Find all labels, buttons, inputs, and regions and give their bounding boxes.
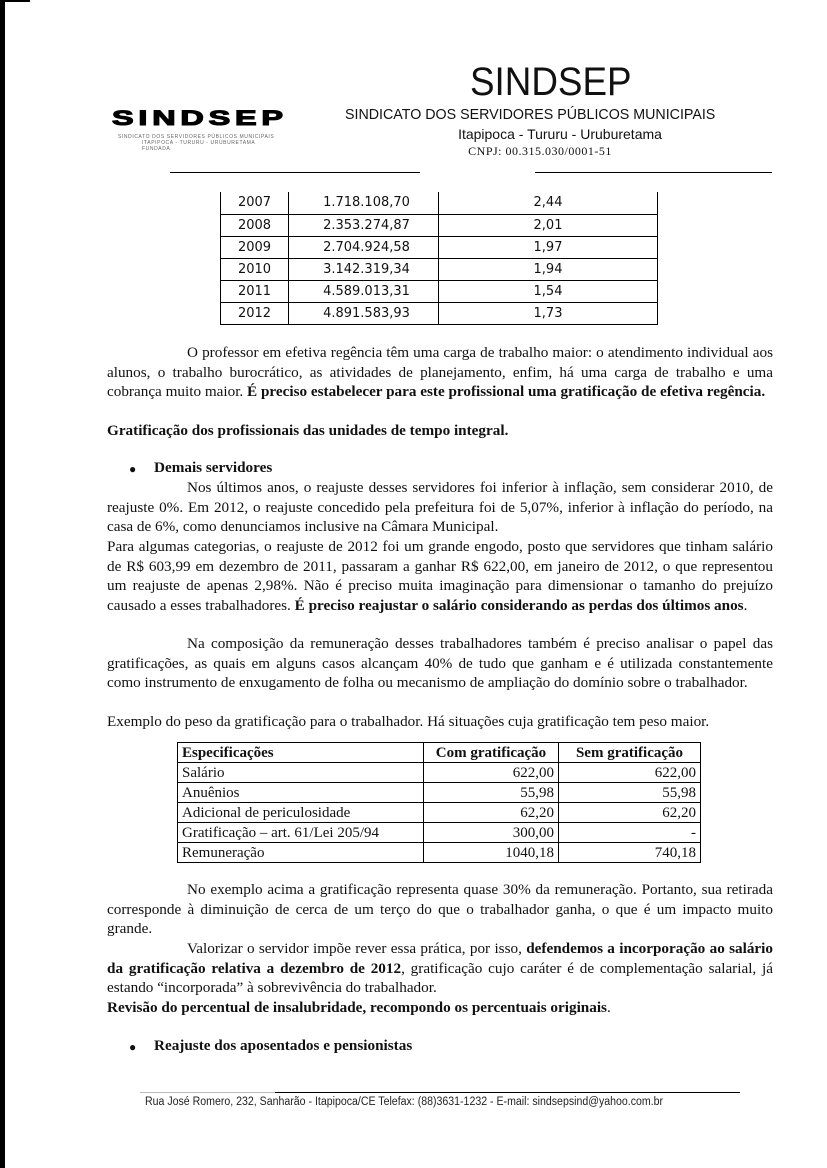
sem-cell: 62,20 xyxy=(559,803,701,823)
table-row xyxy=(221,214,658,236)
value-cell: 2.353.274,87 xyxy=(289,214,439,236)
paragraph-valorizar xyxy=(107,939,773,998)
letterhead-title: SINDSEP xyxy=(470,60,632,104)
letterhead-subtitle: SINDICATO DOS SERVIDORES PÚBLICOS MUNICIPAIS xyxy=(345,106,716,123)
year-cell: 2007 xyxy=(221,192,289,214)
scan-edge-artifact xyxy=(0,0,5,1168)
ratio-cell: 1,73 xyxy=(439,302,658,324)
logo-line-1: SINDICATO DOS SERVIDORES PÚBLICOS MUNICIPAIS xyxy=(118,134,275,140)
table-row xyxy=(221,192,658,214)
spec-cell: Anuênios xyxy=(178,783,424,803)
footer-address: Rua José Romero, 232, Sanharão - Itapipoca/CE Telefax: (88)3631-1232 - E-mail: sindsepsind@yahoo.com.br xyxy=(145,1096,664,1108)
logo-wordmark: SINDSEP xyxy=(112,105,288,130)
bullet-icon: ● xyxy=(129,462,137,476)
sem-cell: 622,00 xyxy=(559,763,701,783)
paragraph-end: . xyxy=(743,596,748,614)
paragraph-emphasis: defendemos a incorporação ao salário da gratificação relativa a dezembro de 2012 xyxy=(107,940,773,977)
value-cell: 2.704.924,58 xyxy=(289,236,439,258)
sindsep-logo xyxy=(112,105,288,152)
year-cell: 2010 xyxy=(221,258,289,280)
value-cell: 1.718.108,70 xyxy=(289,192,439,214)
ratio-cell: 2,44 xyxy=(439,192,658,214)
column-header: Com gratificação xyxy=(424,743,559,763)
logo-line-2: ITAPIPOCA - TURURU - URUBURETAMA xyxy=(142,140,256,146)
paragraph-text: Valorizar o servidor impõe rever essa prática, por isso, xyxy=(187,940,527,957)
bullet-icon: ● xyxy=(129,1040,137,1054)
letterhead-cities: Itapipoca - Tururu - Uruburetama xyxy=(458,126,662,142)
year-cell: 2012 xyxy=(221,302,289,324)
sem-cell: 740,18 xyxy=(559,843,701,863)
ratio-cell: 1,54 xyxy=(439,280,658,302)
paragraph-emphasis: Revisão do percentual de insalubridade, recompondo os percentuais originais xyxy=(107,999,607,1016)
footer-divider xyxy=(275,1092,740,1093)
paragraph-reajuste xyxy=(107,478,773,537)
value-cell: 4.589.013,31 xyxy=(289,280,439,302)
section-heading-aposentados: Reajuste dos aposentados e pensionistas xyxy=(154,1037,413,1054)
column-header: Sem gratificação xyxy=(559,743,701,763)
yearly-values-table xyxy=(220,192,658,325)
table-header-row xyxy=(178,743,701,763)
paragraph-text: , gratificação cujo caráter é de complementação salarial, já estando “incorporada” à sobrevivência do trabalhador. xyxy=(107,959,773,997)
com-cell: 62,20 xyxy=(424,803,559,823)
paragraph-engodo xyxy=(107,537,773,615)
spec-cell: Remuneração xyxy=(178,843,424,863)
ratio-cell: 2,01 xyxy=(439,214,658,236)
paragraph-text: O professor em efetiva regência têm uma carga de trabalho maior: o atendimento individual aos alunos, o trabalho burocrático, as atividades de planejamento, enfim, há uma carga de trabalho e uma cobrança muito maior. xyxy=(107,344,773,401)
paragraph-text: Para algumas categorias, o reajuste de 2012 foi um grande engodo, posto que servidores que tinham salário de R$ 603,99 em dezembro de 2011, passaram a ganhar R$ 622,00, em janeiro de 2012, o que representou um reajuste de apenas 2,98%. Não é preciso muita imaginação para dimensionar o tamanho do prejuízo causado a esses trabalhadores. xyxy=(107,538,773,614)
table-row xyxy=(221,236,658,258)
table-row xyxy=(221,302,658,324)
scan-top-artifact xyxy=(0,0,30,2)
com-cell: 55,98 xyxy=(424,783,559,803)
table-row xyxy=(178,823,701,843)
year-cell: 2011 xyxy=(221,280,289,302)
section-heading-demais-servidores: Demais servidores xyxy=(154,459,273,476)
year-cell: 2009 xyxy=(221,236,289,258)
letterhead-cnpj: CNPJ: 00.315.030/0001-51 xyxy=(468,144,612,158)
gratificacao-table xyxy=(177,742,701,863)
spec-cell: Adicional de periculosidade xyxy=(178,803,424,823)
table-row xyxy=(178,783,701,803)
ratio-cell: 1,94 xyxy=(439,258,658,280)
table-row xyxy=(178,763,701,783)
table-row xyxy=(221,280,658,302)
table-row xyxy=(178,843,701,863)
paragraph-tempo-integral xyxy=(107,421,773,441)
paragraph-text: No exemplo acima a gratificação representa quase 30% da remuneração. Portanto, sua retirada corresponde à diminuição de cerca de um terço do que o trabalhador ganha, o que é um impacto muito grande. xyxy=(107,881,773,938)
paragraph-exemplo-acima xyxy=(107,880,773,939)
year-cell: 2008 xyxy=(221,214,289,236)
logo-line-3: FUNDADA xyxy=(142,146,171,152)
table-row xyxy=(178,803,701,823)
header-divider-gap xyxy=(420,171,535,174)
paragraph-insalubridade xyxy=(107,998,773,1018)
paragraph-text: Na composição da remuneração desses trabalhadores também é preciso analisar o papel das gratificações, as quais em alguns casos alcançam 40% de tudo que ganham e é utilizada constantemente como instrumento de enxugamento de folha ou mecanismo de ampliação do domínio sobre o trabalhador. xyxy=(107,635,773,692)
paragraph-text: Nos últimos anos, o reajuste desses servidores foi inferior à inflação, sem considerar 2010, de reajuste 0%. Em 2012, o reajuste concedido pela prefeitura foi de 5,07%, inferior à inflação do período, na casa de 6%, como denunciamos inclusive na Câmara Municipal. xyxy=(107,479,773,536)
com-cell: 622,00 xyxy=(424,763,559,783)
value-cell: 4.891.583,93 xyxy=(289,302,439,324)
value-cell: 3.142.319,34 xyxy=(289,258,439,280)
spec-cell: Salário xyxy=(178,763,424,783)
com-cell: 300,00 xyxy=(424,823,559,843)
paragraph-end: . xyxy=(606,999,611,1016)
sem-cell: - xyxy=(559,823,701,843)
paragraph-emphasis: Gratificação dos profissionais das unidades de tempo integral. xyxy=(107,422,509,439)
sem-cell: 55,98 xyxy=(559,783,701,803)
column-header: Especificações xyxy=(178,743,424,763)
paragraph-exemplo xyxy=(107,712,773,732)
spec-cell: Gratificação – art. 61/Lei 205/94 xyxy=(178,823,424,843)
paragraph-gratificacoes xyxy=(107,634,773,693)
footer-divider-faint xyxy=(140,1092,275,1093)
paragraph-text: Exemplo do peso da gratificação para o trabalhador. Há situações cuja gratificação tem peso maior. xyxy=(107,713,710,730)
ratio-cell: 1,97 xyxy=(439,236,658,258)
table-row xyxy=(221,258,658,280)
paragraph-emphasis: É preciso reajustar o salário considerando as perdas dos últimos anos xyxy=(294,596,744,614)
paragraph-emphasis: É preciso estabelecer para este profissional uma gratificação de efetiva regência. xyxy=(247,383,766,401)
paragraph-regencia xyxy=(107,343,773,402)
com-cell: 1040,18 xyxy=(424,843,559,863)
